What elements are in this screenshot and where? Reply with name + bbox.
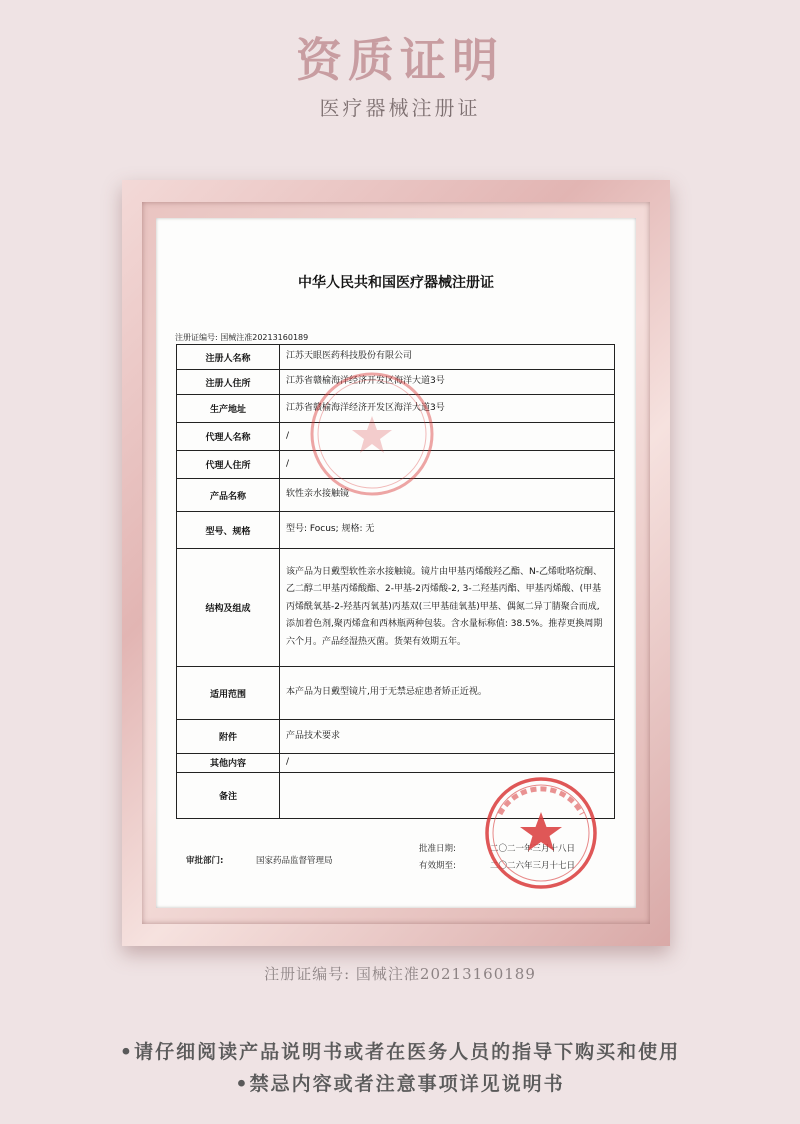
row-label: 代理人住所 (177, 451, 280, 479)
administration-seal-stamp (482, 774, 600, 892)
row-value: 该产品为日戴型软性亲水接触镜。镜片由甲基丙烯酸羟乙酯、N-乙烯吡咯烷酮、乙二醇二甲基丙烯酸酯、2-甲基-2丙烯酸-2, 3-二羟基丙酯、甲基丙烯酸、(甲基丙烯酰氧基-2-羟基丙氧基)丙基双(三甲基硅氧基)甲基、偶氮二异丁腈聚合而成,添加着色剂,聚丙烯盒和西林瓶两种包装。含水量标称值: 38.5%。推荐更换周期六个月。产品经湿热灭菌。货架有效期五年。 (280, 549, 615, 667)
table-row (177, 512, 615, 549)
row-label: 型号、规格 (177, 512, 280, 549)
registration-number: 注册证编号: 国械注准20213160189 (175, 333, 309, 342)
row-label: 其他内容 (177, 754, 280, 773)
certificate-paper (156, 218, 636, 908)
page-title: 资质证明 (296, 33, 504, 87)
page-subtitle: 医疗器械注册证 (319, 96, 481, 120)
row-label: 生产地址 (177, 395, 280, 423)
row-label: 产品名称 (177, 479, 280, 512)
row-value: 软性亲水接触镜 (280, 479, 615, 512)
row-value: 本产品为日戴型镜片,用于无禁忌症患者矫正近视。 (280, 667, 615, 720)
row-value: 型号: Focus; 规格: 无 (280, 512, 615, 549)
valid-until-value: 二〇二六年三月十七日 (490, 861, 576, 871)
table-row (177, 720, 615, 754)
row-value: 江苏天眼医药科技股份有限公司 (280, 345, 615, 370)
approval-date-label: 批准日期: (419, 844, 456, 854)
row-value: / (280, 754, 615, 773)
approval-dept-label: 审批部门: (186, 856, 224, 866)
row-value: 江苏省赣榆海洋经济开发区海洋大道3号 (280, 395, 615, 423)
certificate-title: 中华人民共和国医疗器械注册证 (298, 275, 494, 291)
table-row (177, 345, 615, 370)
row-value: 江苏省赣榆海洋经济开发区海洋大道3号 (280, 370, 615, 395)
table-row (177, 667, 615, 720)
valid-until-label: 有效期至: (419, 861, 456, 871)
row-value: / (280, 451, 615, 479)
table-row (177, 549, 615, 667)
approval-date-value: 二〇二一年三月十八日 (490, 844, 576, 854)
picture-frame (122, 180, 670, 946)
registration-caption: 注册证编号: 国械注准20213160189 (264, 965, 536, 983)
row-label: 备注 (177, 772, 280, 818)
notice-read-instructions: •请仔细阅读产品说明书或者在医务人员的指导下购买和使用 (119, 1041, 681, 1063)
frame-mat (142, 202, 650, 924)
company-seal-stamp (306, 368, 438, 500)
row-value: 产品技术要求 (280, 720, 615, 754)
row-label: 代理人名称 (177, 423, 280, 451)
row-label: 结构及组成 (177, 549, 280, 667)
approval-dept-value: 国家药品监督管理局 (256, 856, 333, 866)
row-label: 注册人住所 (177, 370, 280, 395)
row-value: / (280, 423, 615, 451)
row-label: 注册人名称 (177, 345, 280, 370)
table-row (177, 754, 615, 773)
row-label: 适用范围 (177, 667, 280, 720)
row-label: 附件 (177, 720, 280, 754)
notice-contraindications: •禁忌内容或者注意事项详见说明书 (235, 1073, 565, 1095)
